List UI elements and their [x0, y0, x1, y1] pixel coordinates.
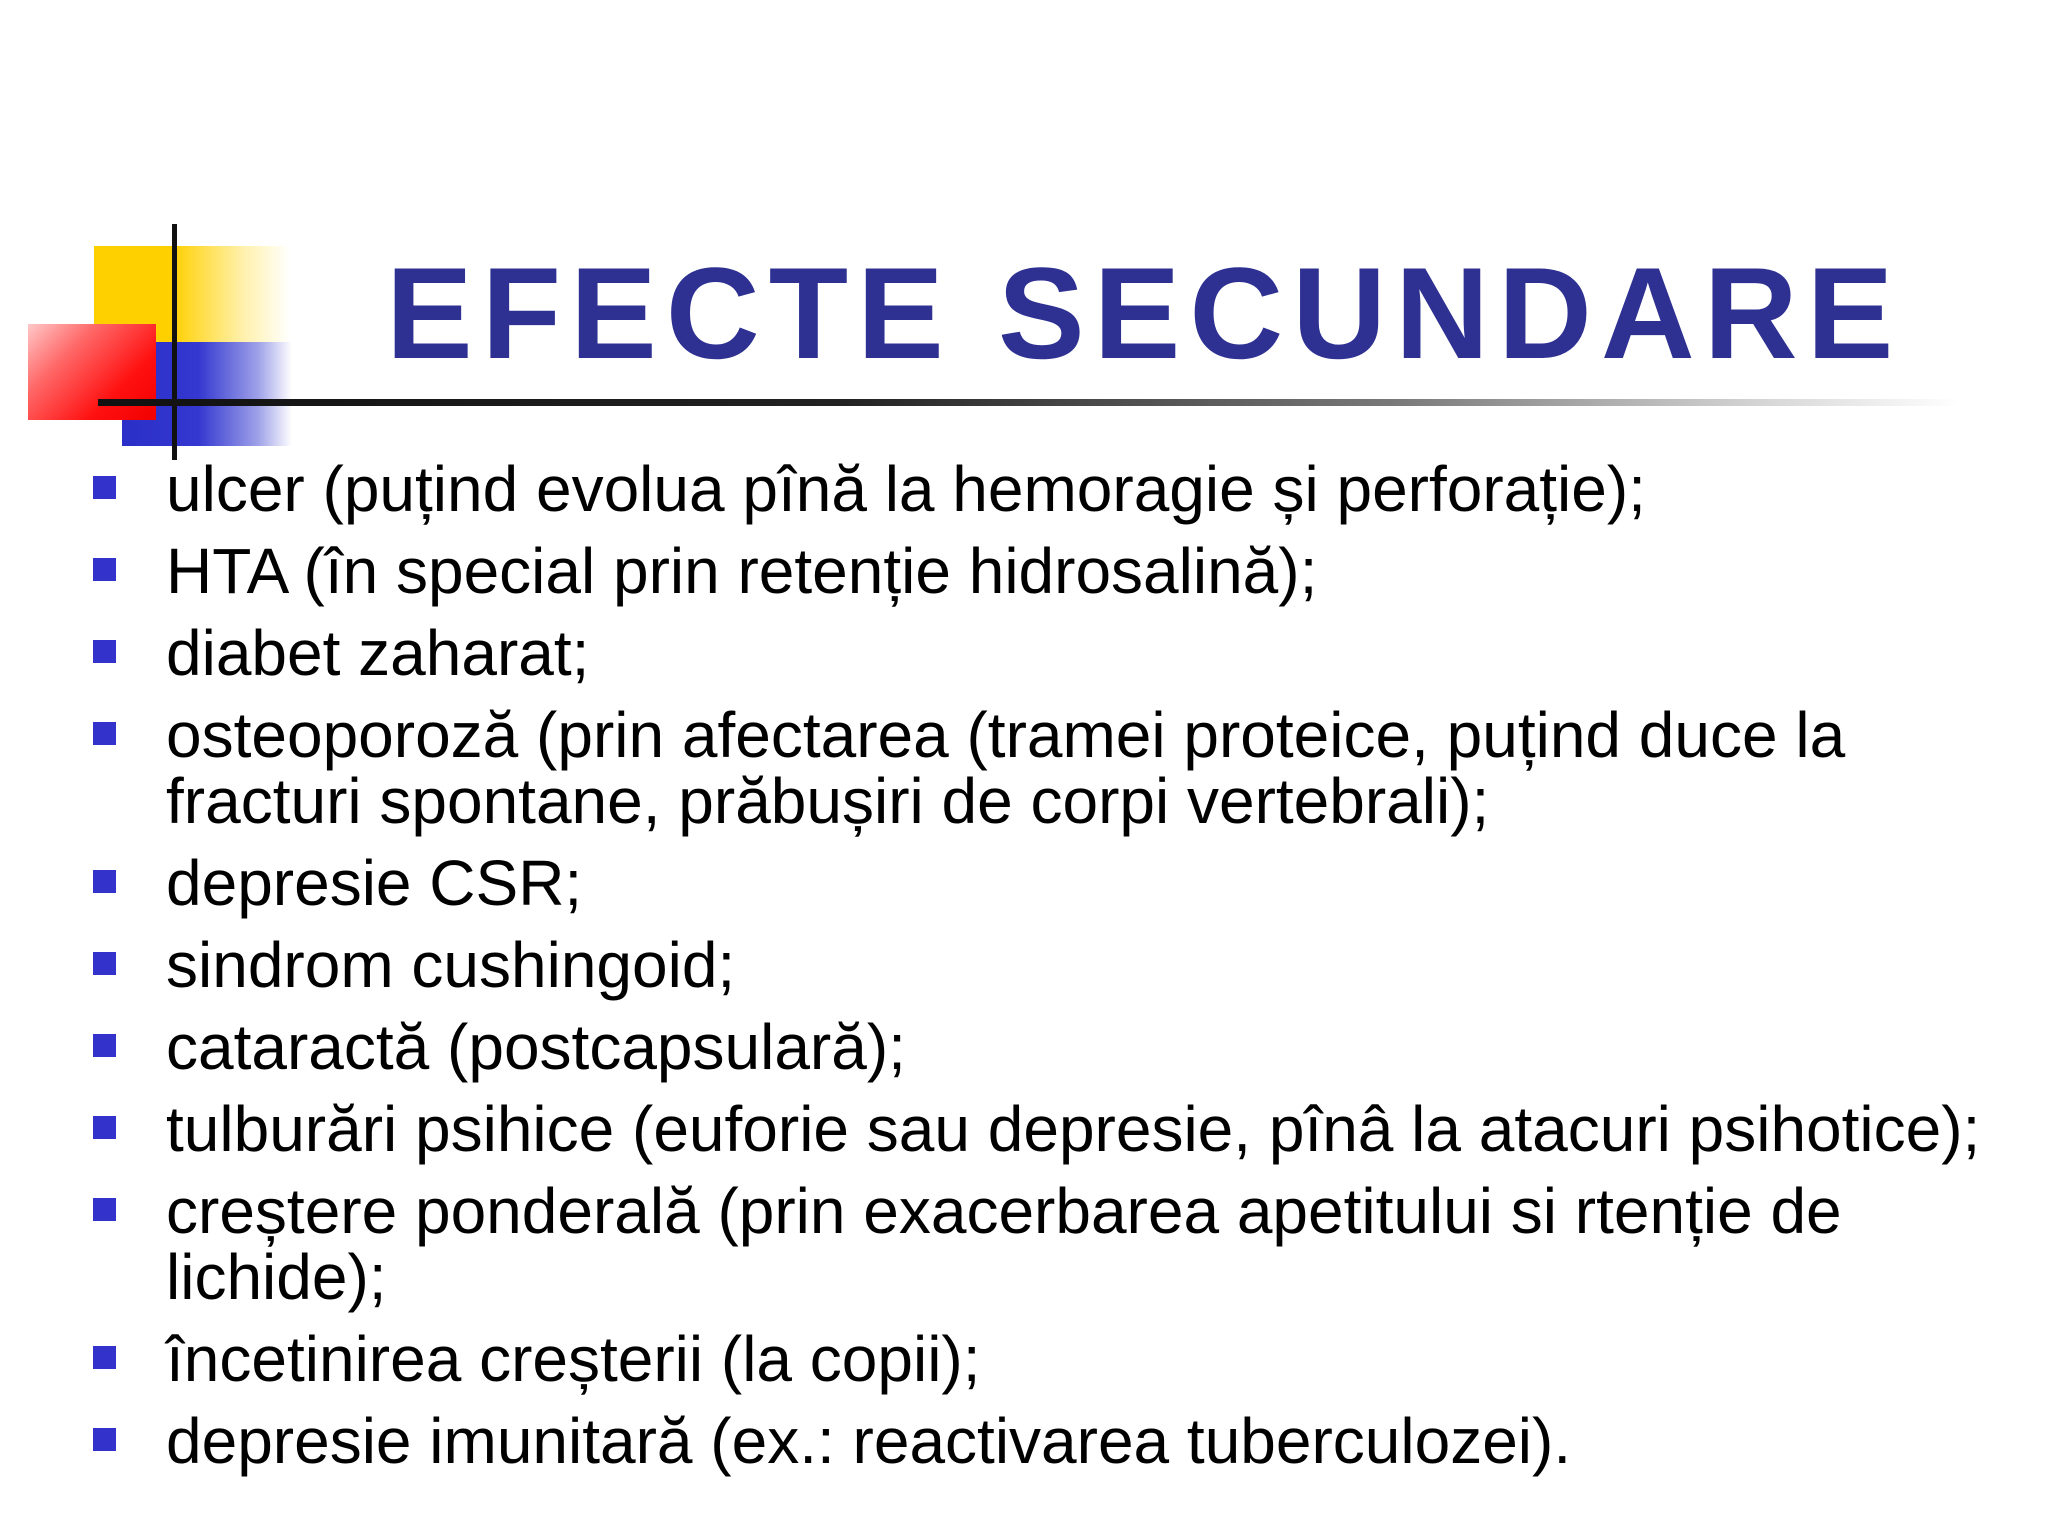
bullet-text: diabet zaharat; — [166, 617, 590, 689]
bullet-item — [0, 617, 2048, 689]
bullet-item — [0, 453, 2048, 525]
title-underline — [98, 399, 1960, 406]
square-bullet-icon — [93, 1034, 116, 1057]
bullet-item — [0, 1323, 2048, 1395]
square-bullet-icon — [93, 870, 116, 893]
bullet-text: creștere ponderală (prin exacerbarea apetitului si rtenție de lichide); — [166, 1175, 1842, 1313]
bullet-item — [0, 535, 2048, 607]
square-bullet-icon — [93, 1198, 116, 1221]
bullet-item — [0, 929, 2048, 1001]
square-bullet-icon — [93, 722, 116, 745]
bullet-list — [0, 453, 2048, 1490]
bullet-item — [0, 847, 2048, 919]
logo-vertical-line — [172, 224, 177, 460]
bullet-text: sindrom cushingoid; — [166, 929, 736, 1001]
bullet-text: depresie imunitară (ex.: reactivarea tuberculozei). — [166, 1405, 1572, 1477]
square-bullet-icon — [93, 640, 116, 663]
square-bullet-icon — [93, 1346, 116, 1369]
bullet-item — [0, 1093, 2048, 1165]
bullet-text: ulcer (puțind evolua pînă la hemoragie și perforație); — [166, 453, 1646, 525]
bullet-item — [0, 1405, 2048, 1477]
bullet-text: tulburări psihice (euforie sau depresie, pînâ la atacuri psihotice); — [166, 1093, 1981, 1165]
bullet-item — [0, 1011, 2048, 1083]
square-bullet-icon — [93, 1428, 116, 1451]
bullet-item — [0, 699, 2048, 837]
bullet-item — [0, 1175, 2048, 1313]
bullet-text: încetinirea creșterii (la copii); — [166, 1323, 981, 1395]
slide-title: EFECTE SECUNDARE — [386, 240, 1903, 386]
square-bullet-icon — [93, 558, 116, 581]
square-bullet-icon — [93, 476, 116, 499]
square-bullet-icon — [93, 1116, 116, 1139]
bullet-text: cataractă (postcapsulară); — [166, 1011, 906, 1083]
square-bullet-icon — [93, 952, 116, 975]
bullet-text: osteoporoză (prin afectarea (tramei proteice, puțind duce la fracturi spontane, prăbușiri de corpi vertebrali); — [166, 699, 1846, 837]
bullet-text: depresie CSR; — [166, 847, 583, 919]
bullet-text: HTA (în special prin retenție hidrosalină); — [166, 535, 1318, 607]
